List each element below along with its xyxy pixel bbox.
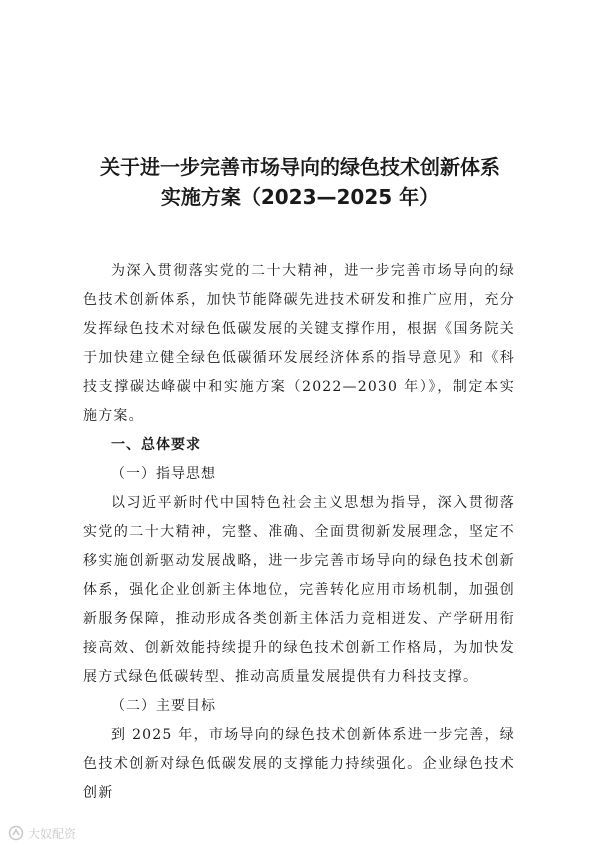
- title-line-2: 实施方案（2023—2025 年）: [160, 185, 440, 209]
- goals-paragraph: 到 2025 年，市场导向的绿色技术创新体系进一步完善，绿色技术创新对绿色低碳发展的支撑能力持续强化。企业绿色技术创新: [83, 727, 515, 801]
- document-body: [83, 257, 515, 808]
- watermark: [8, 824, 76, 842]
- subsection-heading: （一）指导思想: [111, 466, 216, 482]
- watermark-logo-icon: [8, 825, 24, 841]
- guiding-paragraph: 以习近平新时代中国特色社会主义思想为指导，深入贯彻落实党的二十大精神，完整、准确、全面贯彻新发展理念，坚定不移实施创新驱动发展战略，进一步完善市场导向的绿色技术创新体系，强化企业创新主体地位，完善转化应用市场机制，加强创新服务保障，推动形成各类创新主体活力竞相迸发、产学研用衔接高效、创新效能持续提升的绿色技术创新工作格局，为加快发展方式绿色低碳转型、推动高质量发展提供有力科技支撑。: [83, 495, 515, 685]
- subsection-heading: （二）主要目标: [111, 698, 216, 714]
- watermark-text: 大奴配资: [28, 826, 77, 841]
- document-title: [40, 152, 560, 212]
- intro-paragraph: 为深入贯彻落实党的二十大精神，进一步完善市场导向的绿色技术创新体系，加快节能降碳先进技术研发和推广应用，充分发挥绿色技术对绿色低碳发展的关键支撑作用，根据《国务院关于加快建立健全绿色低碳循环发展经济体系的指导意见》和《科技支撑碳达峰碳中和实施方案（2022—2030 年）》，制定本实施方案。: [83, 263, 515, 424]
- title-line-1: 关于进一步完善市场导向的绿色技术创新体系: [100, 155, 500, 179]
- section-heading: 一、总体要求: [111, 437, 201, 453]
